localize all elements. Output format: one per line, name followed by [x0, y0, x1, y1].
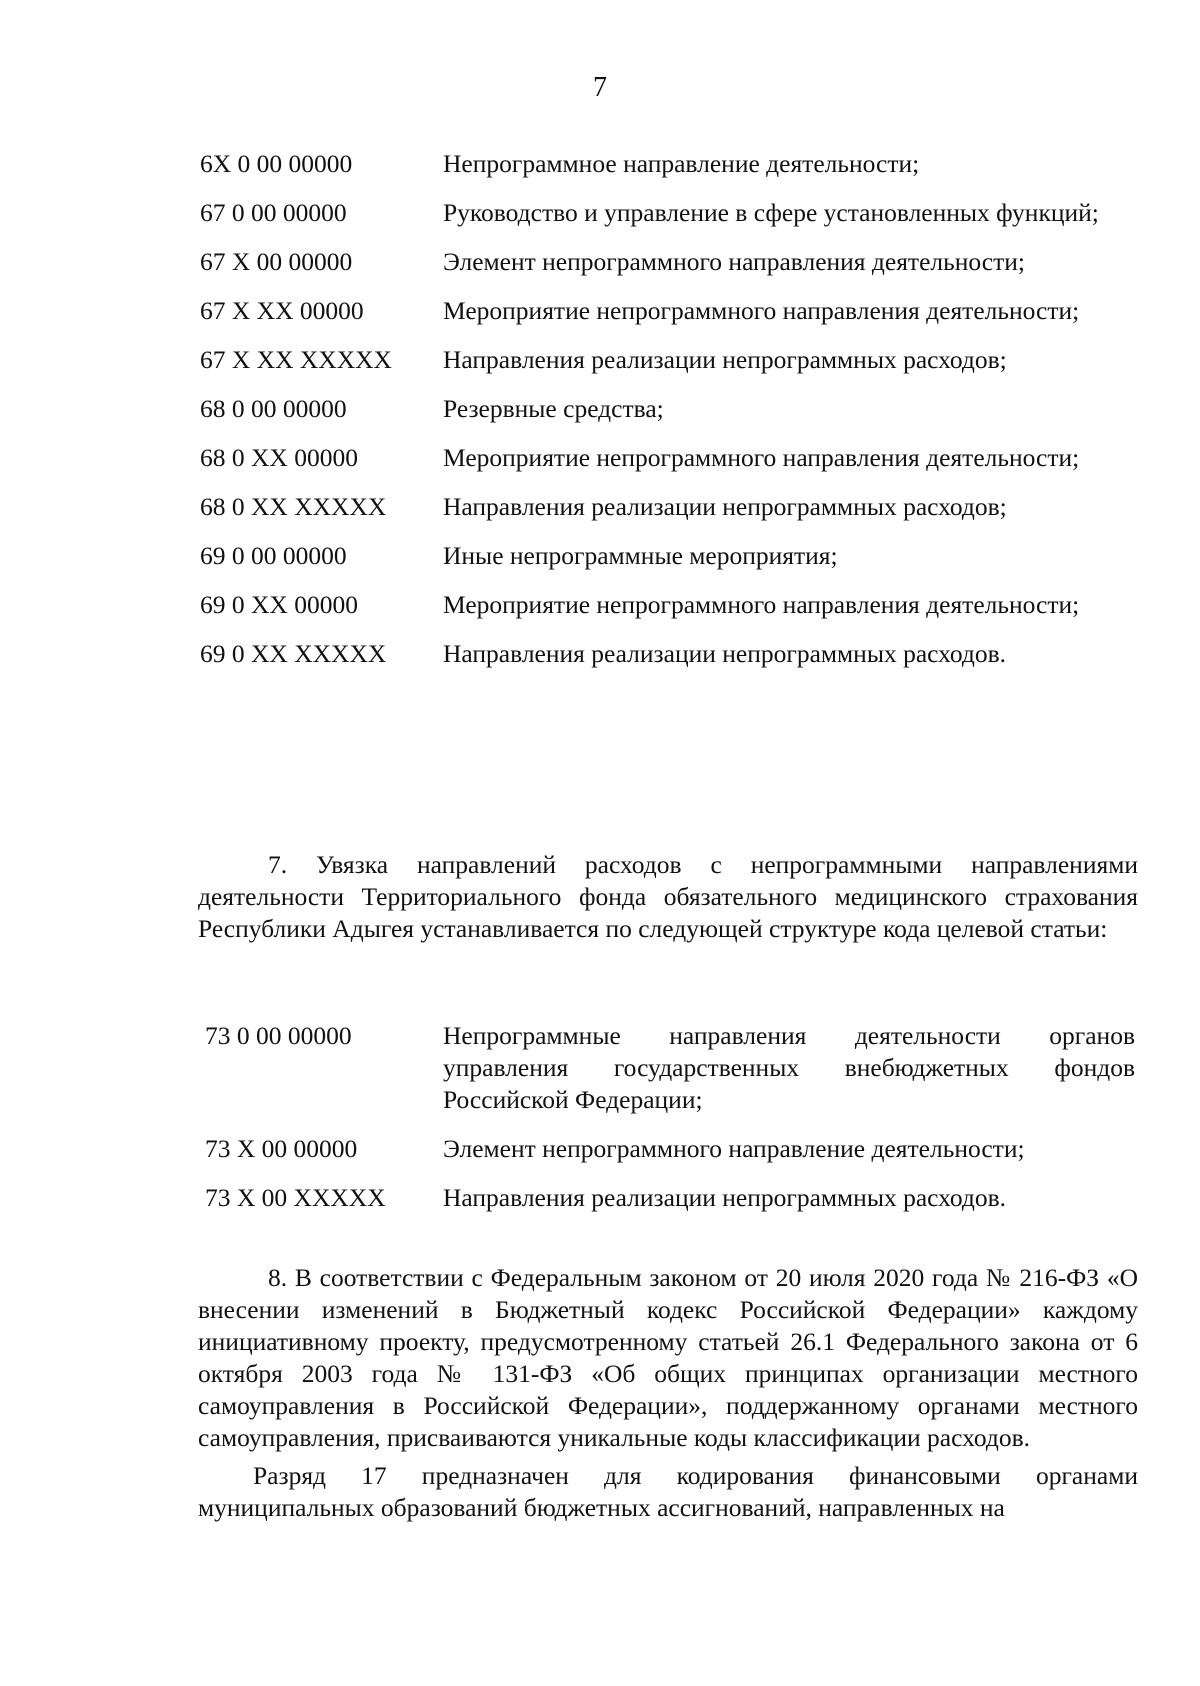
code-description: Направления реализации непрограммных расходов;	[443, 492, 1007, 521]
code-value: 67 0 00 00000	[200, 198, 347, 227]
code-row	[200, 344, 1130, 376]
code-description: Направления реализации непрограммных расходов.	[443, 1183, 1007, 1212]
code-row	[200, 491, 1130, 523]
code-row	[200, 589, 1130, 621]
code-value: 67 Х ХХ ХХХХХ	[200, 345, 392, 374]
code-value: 73 0 00 00000	[205, 1021, 352, 1050]
code-value: 69 0 00 00000	[200, 541, 347, 570]
code-description: Мероприятие непрограммного направления деятельности;	[443, 590, 1080, 619]
code-description: Непрограммные направления деятельности органов управления государственных внебюджетных фондов Российской Федерации;	[443, 1021, 1135, 1114]
code-value: 69 0 ХХ ХХХХХ	[200, 639, 387, 668]
code-value: 68 0 ХХ ХХХХХ	[200, 492, 387, 521]
code-description: Непрограммное направление деятельности;	[443, 149, 920, 178]
code-description: Руководство и управление в сфере установленных функций;	[443, 198, 1099, 227]
paragraph-9: Разряд 17 предназначен для кодирования финансовыми органами муниципальных образований бюджетных ассигнований, направленных на	[198, 1461, 1138, 1522]
code-value: 68 0 ХХ 00000	[200, 443, 358, 472]
paragraph-8: 8. В соответствии с Федеральным законом от 20 июля 2020 года № 216-ФЗ «О внесении изменений в Бюджетный кодекс Российской Федерации» каждому инициативному проекту, предусмотренному статьей 26.1 Федерального закона от 6 октября 2003 года № 131-ФЗ «Об общих принципах организации местного самоуправления в Российской Федерации», поддержанному органами местного самоуправления, присваиваются уникальные коды классификации расходов.	[198, 1263, 1138, 1452]
code-row	[200, 197, 1130, 229]
code-row	[205, 1182, 1135, 1214]
page-number: 7	[593, 72, 607, 103]
code-description: Направления реализации непрограммных расходов;	[443, 345, 1007, 374]
code-row	[200, 540, 1130, 572]
code-list-1	[200, 148, 1130, 670]
code-list-2	[205, 1020, 1135, 1214]
code-row	[200, 638, 1130, 670]
code-value: 73 Х 00 00000	[205, 1134, 358, 1163]
code-value: 73 Х 00 ХХХХХ	[205, 1183, 386, 1212]
code-row	[205, 1020, 1135, 1116]
code-value: 67 Х ХХ 00000	[200, 296, 364, 325]
code-description: Элемент непрограммного направление деятельности;	[443, 1134, 1025, 1163]
code-row	[200, 148, 1130, 180]
code-value: 69 0 ХХ 00000	[200, 590, 358, 619]
code-row	[205, 1133, 1135, 1165]
code-description: Элемент непрограммного направления деятельности;	[443, 247, 1025, 276]
paragraph-7: 7. Увязка направлений расходов с непрограммными направлениями деятельности Территориального фонда обязательного медицинского страхования Республики Адыгея устанавливается по следующей структуре кода целевой статьи:	[198, 850, 1138, 943]
code-value: 67 Х 00 00000	[200, 247, 353, 276]
code-description: Мероприятие непрограммного направления деятельности;	[443, 296, 1080, 325]
code-description: Иные непрограммные мероприятия;	[443, 541, 838, 570]
code-value: 6Х 0 00 00000	[200, 149, 353, 178]
code-row	[200, 442, 1130, 474]
code-row	[200, 295, 1130, 327]
code-row	[200, 393, 1130, 425]
code-row	[200, 246, 1130, 278]
code-description: Резервные средства;	[443, 394, 664, 423]
code-description: Мероприятие непрограммного направления деятельности;	[443, 443, 1080, 472]
code-description: Направления реализации непрограммных расходов.	[443, 639, 1007, 668]
code-value: 68 0 00 00000	[200, 394, 347, 423]
